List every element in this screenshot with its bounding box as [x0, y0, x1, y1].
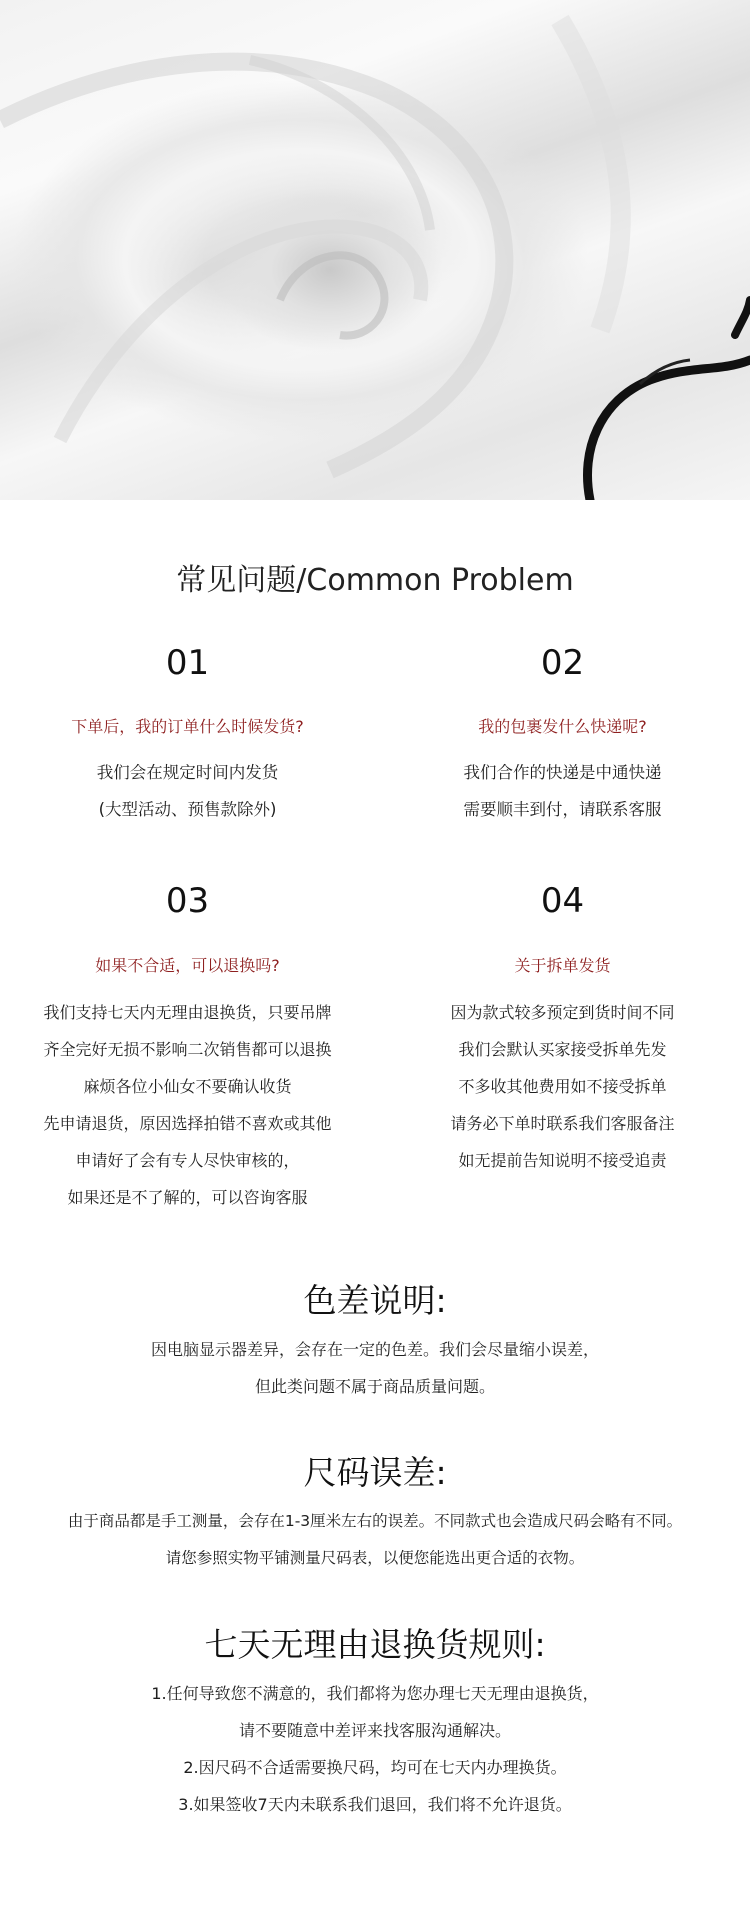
- faq-number-01: 01: [165, 643, 210, 683]
- return-rules-title: 七天无理由退换货规则:: [204, 1625, 546, 1664]
- size-error-text: [0, 1503, 750, 1577]
- faq-question-02: 我的包裹发什么快递呢?: [478, 717, 647, 736]
- faq-answer-line: 申请好了会有专人尽快审核的，: [75, 1151, 300, 1170]
- faq-title: 常见问题/Common Problem: [176, 563, 574, 598]
- faq-answer-line: 我们支持七天内无理由退换货，只要吊牌: [43, 1003, 332, 1022]
- fabric-swirl-graphic: [0, 0, 750, 500]
- faq-answer-line: 我们会默认买家接受拆单先发: [458, 1040, 667, 1059]
- color-difference-title: 色差说明:: [303, 1281, 447, 1320]
- notice-line: 由于商品都是手工测量，会存在1-3厘米左右的误差。不同款式也会造成尺码会略有不同。: [67, 1512, 683, 1530]
- faq-number-03: 03: [165, 881, 210, 921]
- faq-answer-01: [0, 754, 375, 828]
- faq-answer-line: 需要顺丰到付，请联系客服: [463, 800, 662, 819]
- notice-line: 请不要随意中差评来找客服沟通解决。: [238, 1721, 511, 1740]
- faq-question-04: 关于拆单发货: [514, 956, 611, 975]
- faq-answer-04: [375, 994, 750, 1179]
- faq-question-03: 如果不合适，可以退换吗?: [95, 956, 280, 975]
- faq-answer-line: 请务必下单时联系我们客服备注: [450, 1114, 675, 1133]
- faq-question-01: 下单后，我的订单什么时候发货?: [71, 717, 304, 736]
- faq-answer-line: 如无提前告知说明不接受追责: [458, 1151, 667, 1170]
- notice-line: 3.如果签收7天内未联系我们退回，我们将不允许退货。: [178, 1795, 572, 1814]
- notice-line: 2.因尺码不合适需要换尺码，均可在七天内办理换货。: [183, 1758, 567, 1777]
- notice-line: 但此类问题不属于商品质量问题。: [254, 1377, 495, 1396]
- faq-answer-line: 因为款式较多预定到货时间不同: [450, 1003, 675, 1022]
- notice-line: 1.任何导致您不满意的，我们都将为您办理七天无理由退换货，: [151, 1684, 599, 1703]
- hero-fabric-image: [0, 0, 750, 500]
- faq-number-02: 02: [540, 643, 585, 683]
- size-error-title: 尺码误差:: [303, 1453, 447, 1492]
- faq-answer-02: [375, 754, 750, 828]
- faq-answer-line: (大型活动、预售款除外): [98, 800, 277, 819]
- faq-answer-line: 先申请退货，原因选择拍错不喜欢或其他: [43, 1114, 332, 1133]
- faq-number-04: 04: [540, 881, 585, 921]
- faq-answer-line: 不多收其他费用如不接受拆单: [458, 1077, 667, 1096]
- faq-answer-line: 如果还是不了解的，可以咨询客服: [67, 1188, 308, 1207]
- faq-answer-line: 我们会在规定时间内发货: [96, 763, 279, 782]
- faq-answer-line: 麻烦各位小仙女不要确认收货: [83, 1077, 292, 1096]
- notice-line: 请您参照实物平铺测量尺码表，以便您能选出更合适的衣物。: [165, 1549, 585, 1567]
- notice-line: 因电脑显示器差异，会存在一定的色差。我们会尽量缩小误差，: [150, 1340, 599, 1359]
- faq-answer-03: [0, 994, 375, 1216]
- color-difference-text: [0, 1331, 750, 1405]
- return-rules-text: [0, 1675, 750, 1823]
- faq-answer-line: 齐全完好无损不影响二次销售都可以退换: [43, 1040, 332, 1059]
- faq-answer-line: 我们合作的快递是中通快递: [463, 763, 662, 782]
